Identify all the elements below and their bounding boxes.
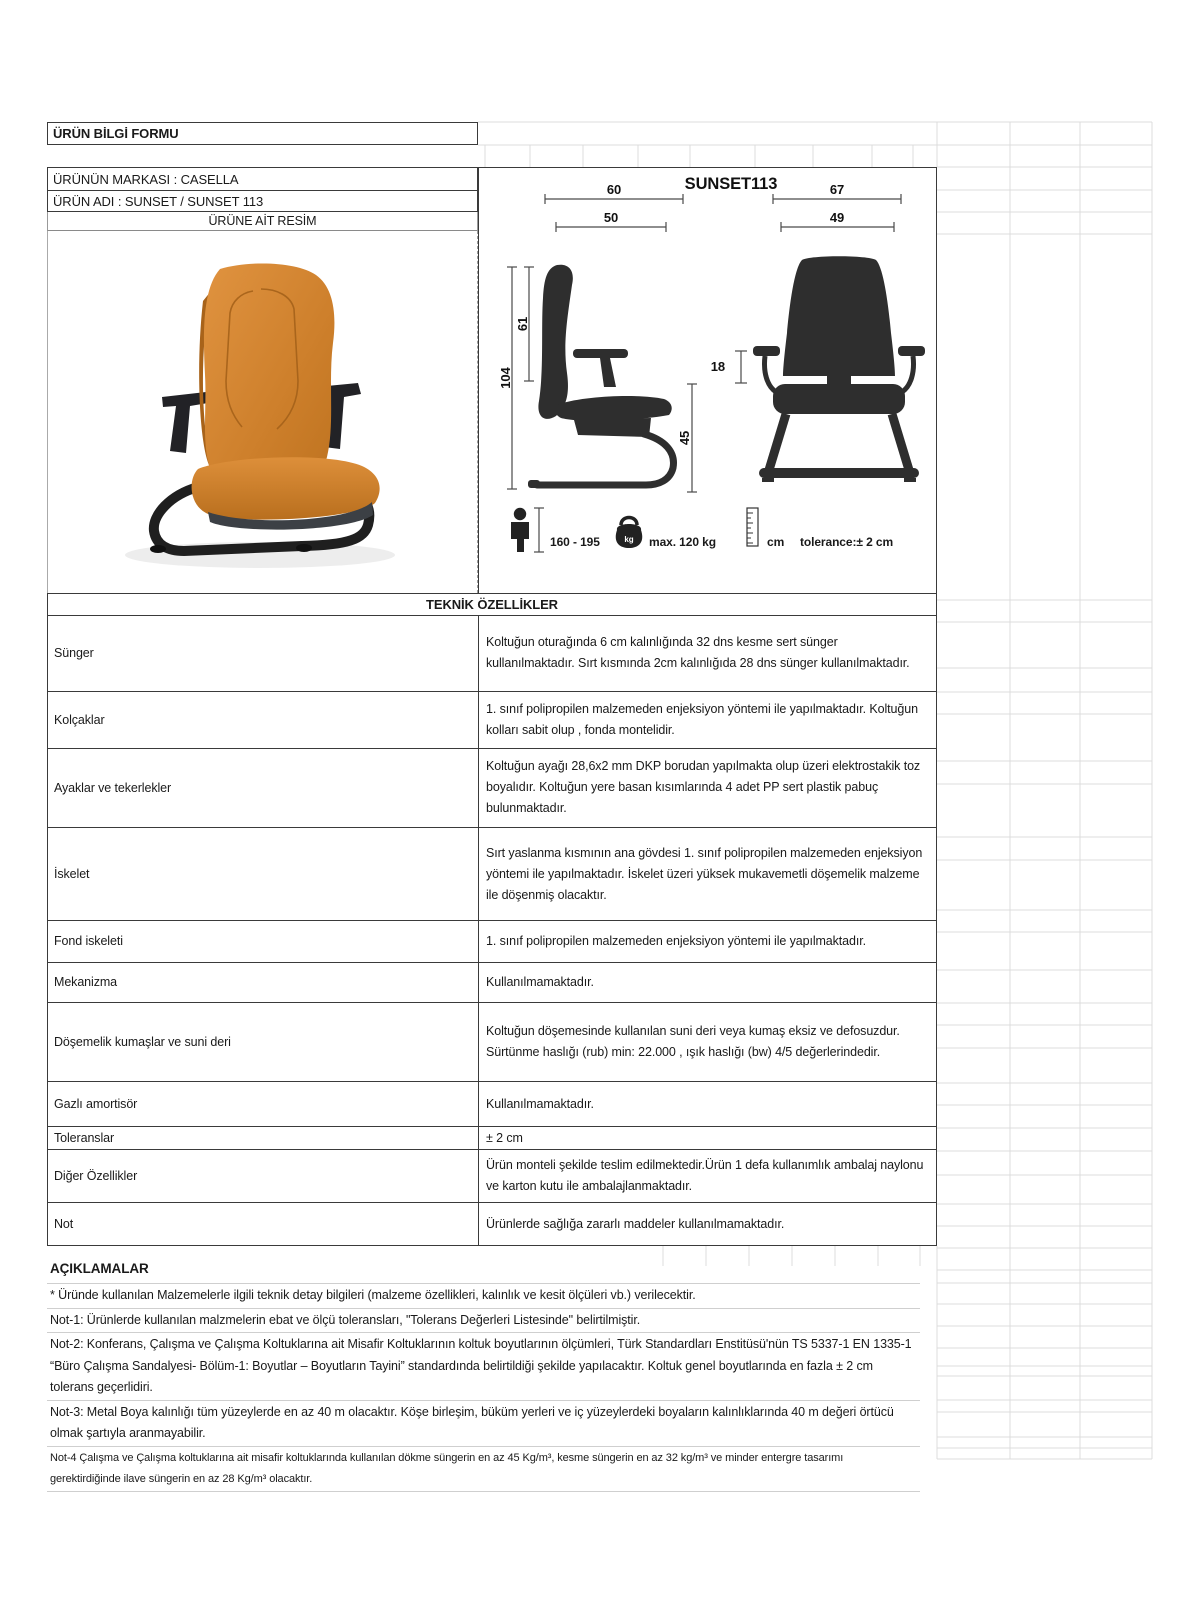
table-row — [48, 692, 936, 749]
spec-value: 1. sınıf polipropilen malzemeden enjeksiyon yöntemi ile yapılmaktadır. — [486, 933, 867, 948]
spec-label: Döşemelik kumaşlar ve suni deri — [48, 1003, 479, 1082]
spec-value: Kullanılmamaktadır. — [486, 974, 594, 989]
dim-backrest-height: 61 — [515, 316, 530, 332]
spec-value: ± 2 cm — [486, 1130, 523, 1145]
tech-specs-title: TEKNİK ÖZELLİKLER — [48, 594, 936, 616]
table-row — [48, 828, 936, 921]
table-row — [48, 616, 936, 692]
image-caption: ÜRÜNE AİT RESİM — [47, 212, 478, 232]
spec-value: Kullanılmamaktadır. — [486, 1096, 594, 1111]
spec-value: Ürün monteli şekilde teslim edilmektedir.Ürün 1 defa kullanımlık ambalaj naylonu ve karton kutu ile ambalajlanmaktadır. — [486, 1158, 924, 1194]
drawing-title: SUNSET113 — [684, 175, 778, 193]
tolerance-label: tolerance:± 2 cm — [800, 535, 894, 549]
dim-side-overall-width: 60 — [606, 182, 622, 197]
table-row — [48, 1150, 936, 1203]
stature-range: 160 - 195 — [550, 535, 600, 549]
ruler-icon — [747, 508, 758, 546]
table-row — [48, 1127, 936, 1150]
dim-overall-height: 104 — [498, 367, 513, 389]
spec-label: Gazlı amortisör — [48, 1082, 479, 1126]
notes-section-title: AÇIKLAMALAR — [50, 1261, 149, 1276]
side-view-silhouette — [528, 265, 672, 488]
technical-drawing-box — [478, 167, 937, 593]
note-item: Not-3: Metal Boya kalınlığı tüm yüzeylerde en az 40 m olacaktır. Köşe birleşim, büküm yerleri ve iç yüzeylerdeki boyaların kalınlıklarında 40 m değeri örtücü olmak şartıyla aranmayabilir. — [47, 1401, 920, 1447]
spec-label: İskelet — [48, 828, 479, 920]
product-chair-image — [48, 231, 479, 593]
person-icon — [511, 508, 529, 552]
dim-back-overall-width: 67 — [829, 182, 845, 197]
product-name-row: ÜRÜN ADI : SUNSET / SUNSET 113 — [47, 190, 478, 212]
spec-label: Toleranslar — [48, 1127, 479, 1149]
spec-value: Sırt yaslanma kısmının ana gövdesi 1. sınıf polipropilen malzemeden enjeksiyon yöntemi ile yapılmaktadır. İskelet üzeri yüksek mukavemetli döşemelik malzeme ile döşenmiş olacaktır. — [486, 845, 923, 902]
spec-value: Koltuğun ayağı 28,6x2 mm DKP borudan yapılmakta olup üzeri elektrostakik toz boyalıdır. Koltuğun yere basan kısımlarında 4 adet PP sert plastik pabuç bulunmaktadır. — [486, 759, 921, 816]
side-view-cantilever — [537, 434, 673, 485]
max-weight: max. 120 kg — [649, 535, 716, 549]
spec-value: Ürünlerde sağlığa zararlı maddeler kullanılmamaktadır. — [486, 1216, 785, 1231]
spec-label: Kolçaklar — [48, 692, 479, 748]
dim-side-seat-width: 50 — [603, 210, 619, 225]
note-item: Not-1: Ürünlerde kullanılan malzmelerin ebat ve ölçü toleransları, "Tolerans Değerleri Listesinde" belirtilmiştir. — [47, 1309, 920, 1334]
dim-back-seat-width: 49 — [829, 210, 845, 225]
svg-text:kg: kg — [624, 535, 634, 544]
table-row — [48, 963, 936, 1003]
spec-label: Sünger — [48, 616, 479, 691]
weight-icon — [616, 518, 643, 549]
table-row — [48, 1082, 936, 1127]
table-row — [48, 749, 936, 829]
notes-section — [47, 1283, 920, 1492]
table-row — [48, 921, 936, 963]
form-title: ÜRÜN BİLGİ FORMU — [47, 122, 478, 145]
spec-label: Fond iskeleti — [48, 921, 479, 962]
spec-label: Mekanizma — [48, 963, 479, 1002]
note-item: Not-2: Konferans, Çalışma ve Çalışma Koltuklarına ait Misafir Koltuklarının koltuk boyutlarının ölçümleri, Türk Standardları Enstitüsü'nün TS 5337-1 EN 1335-1 “Büro Çalışma Sandalyesi- Bölüm-1: Boyutlar – Boyutların Tayini” standardında belirtildiği şekilde yapılacaktır. Koltuk genel boyutlarında en fazla ± 2 cm tolerans geçerlidiri. — [47, 1333, 920, 1401]
spec-value: Koltuğun oturağında 6 cm kalınlığında 32 dns kesme sert sünger kullanılmaktadır. Sırt kısmında 2cm kalınlığıda 28 dns sünger kullanılmaktadır. — [486, 635, 910, 671]
technical-drawing — [479, 168, 938, 594]
spec-label: Not — [48, 1203, 479, 1245]
dim-arm-clearance: 18 — [710, 359, 725, 374]
spec-label: Diğer Özellikler — [48, 1150, 479, 1202]
unit-label: cm — [767, 535, 785, 549]
spec-value: 1. sınıf polipropilen malzemeden enjeksiyon yöntemi ile yapılmaktadır. Koltuğun kolları sabit olup , fonda montelidir. — [486, 701, 918, 737]
dim-seat-height: 45 — [677, 430, 692, 446]
brand-row: ÜRÜNÜN MARKASI : CASELLA — [47, 167, 478, 190]
note-item: Not-4 Çalışma ve Çalışma koltuklarına ait misafir koltuklarında kullanılan dökme süngerin en az 45 Kg/m³, kesme süngerin en az 32 kg/m³ ve minder entergre tasarımı gerektirdiğinde ilave süngerin en az 28 Kg/m³ olacaktır. — [47, 1447, 920, 1492]
table-row — [48, 1203, 936, 1245]
spec-value: Koltuğun döşemesinde kullanılan suni deri veya kumaş eksiz ve defosuzdur. Sürtünme haslığı (rub) min: 22.000 , ışık haslığı (bw) 4/5 değerlerindedir. — [486, 1024, 900, 1060]
product-image-cell — [47, 231, 478, 593]
note-item: * Üründe kullanılan Malzemelerle ilgili teknik detay bilgileri (malzeme özellikleri, kalınlık ve kesit ölçüleri vb.) verilecektir. — [47, 1283, 920, 1309]
spec-label: Ayaklar ve tekerlekler — [48, 749, 479, 828]
table-row — [48, 1003, 936, 1083]
tech-specs-table — [47, 593, 937, 1246]
